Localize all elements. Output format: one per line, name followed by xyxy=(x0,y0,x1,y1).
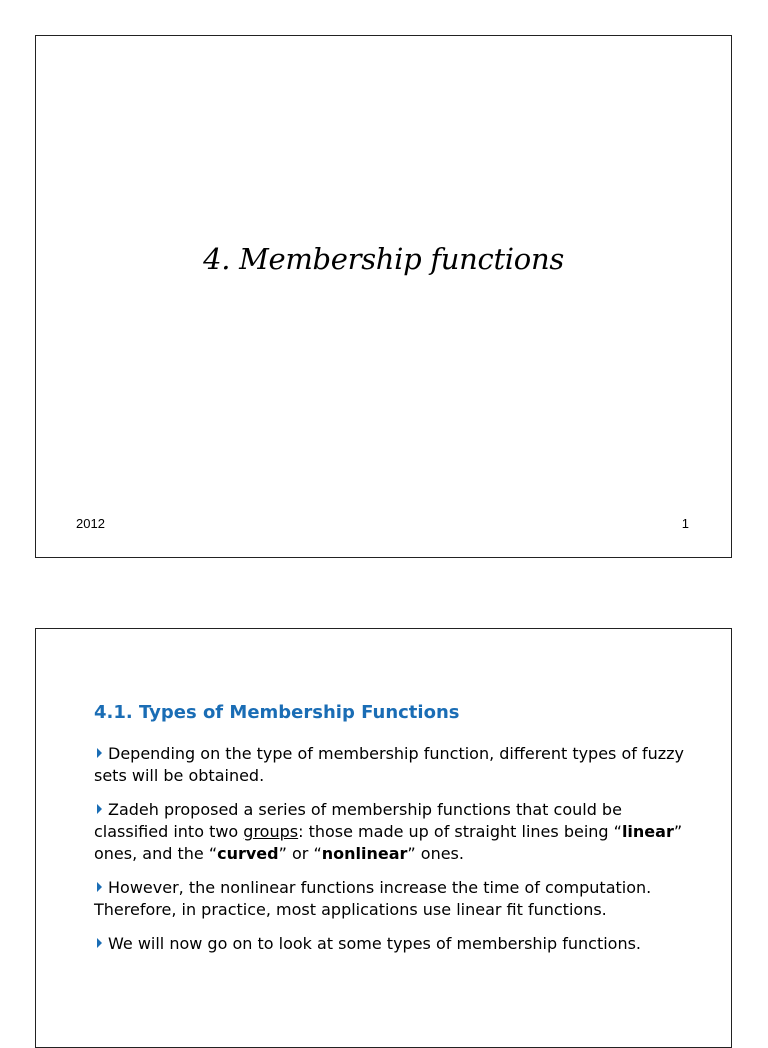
bullet-arrow-icon xyxy=(97,804,102,814)
slide-number: 1 xyxy=(681,516,689,531)
bullet-item-3 xyxy=(94,877,694,921)
bullet-text-2a: Zadeh proposed a series of membership functions that could be classified into two xyxy=(94,800,622,841)
bullet-text-1: Depending on the type of membership function, different types of fuzzy sets will be obtained. xyxy=(94,744,685,785)
slide-types-of-membership-functions xyxy=(35,628,732,1048)
bullet-arrow-icon xyxy=(97,748,102,758)
bold-curved: curved xyxy=(217,844,279,863)
slide-footer-year: 2012 xyxy=(76,516,105,531)
bold-nonlinear: nonlinear xyxy=(321,844,408,863)
bullet-text-2e: ” ones. xyxy=(407,844,464,863)
bullet-item-1 xyxy=(94,743,694,787)
bullet-item-4 xyxy=(94,933,694,955)
bullet-text-3: However, the nonlinear functions increase the time of computation. Therefore, in practice, most applications use linear fit functions. xyxy=(94,878,652,919)
slide-title xyxy=(35,35,732,558)
underlined-groups: groups xyxy=(243,822,299,841)
bullet-text-2c: ” ones, and the “ xyxy=(94,822,683,863)
slide-title-text: 4. Membership functions xyxy=(203,242,564,276)
bullet-text-2b: : those made up of straight lines being “ xyxy=(298,822,622,841)
bullet-item-2 xyxy=(94,799,694,865)
section-title: 4.1. Types of Membership Functions xyxy=(94,702,460,723)
bullet-list xyxy=(94,743,694,967)
bold-linear: linear xyxy=(621,822,674,841)
bullet-text-4: We will now go on to look at some types of membership functions. xyxy=(108,934,642,953)
bullet-arrow-icon xyxy=(97,882,102,892)
bullet-arrow-icon xyxy=(97,938,102,948)
bullet-text-2d: ” or “ xyxy=(278,844,322,863)
